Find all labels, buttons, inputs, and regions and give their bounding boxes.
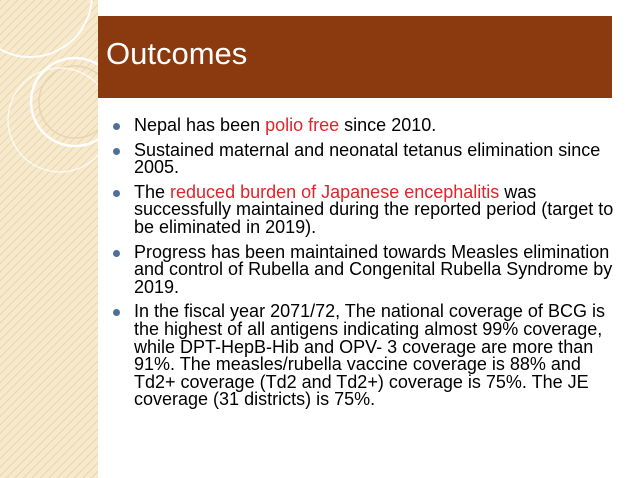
bullet-item — [106, 241, 621, 297]
bullet-item — [106, 181, 621, 237]
bullet-text: since 2010. — [339, 115, 437, 135]
bullet-dot-icon — [113, 250, 120, 257]
bullet-text: In the fiscal year 2071/72, The national coverage of BCG is the highest of all antigens indicating almost 99% coverage, while DPT-HepB-Hib and OPV- 3 coverage are more than 91%. The measles/rubella vaccine coverage is 88% and Td2+ coverage (Td2 and Td2+) coverage is 75%. The JE coverage (31 districts) is 75%. — [134, 301, 605, 410]
decorative-swirl-icon — [0, 0, 98, 478]
bullet-list — [106, 117, 621, 416]
bullet-dot-icon — [113, 148, 120, 155]
bullet-dot-icon — [113, 123, 120, 130]
bullet-dot-icon — [113, 190, 120, 197]
bullet-item — [106, 117, 621, 135]
bullet-item — [106, 303, 621, 409]
bullet-text: was successfully maintained during the reported period (target to be eliminated in 2019). — [134, 181, 614, 237]
highlighted-text: polio free — [265, 115, 340, 135]
slide-title: Outcomes — [106, 36, 248, 71]
bullet-text: Nepal has been — [134, 115, 266, 135]
bullet-text: Sustained maternal and neonatal tetanus elimination since 2005. — [134, 139, 601, 178]
bullet-text: The — [134, 181, 171, 202]
decorative-left-strip — [0, 0, 98, 478]
bullet-dot-icon — [113, 309, 120, 316]
bullet-item — [106, 139, 621, 178]
highlighted-text: reduced burden of Japanese encephalitis — [170, 181, 500, 202]
bullet-text: Progress has been maintained towards Measles elimination and control of Rubella and Congenital Rubella Syndrome by 2019. — [134, 241, 613, 297]
